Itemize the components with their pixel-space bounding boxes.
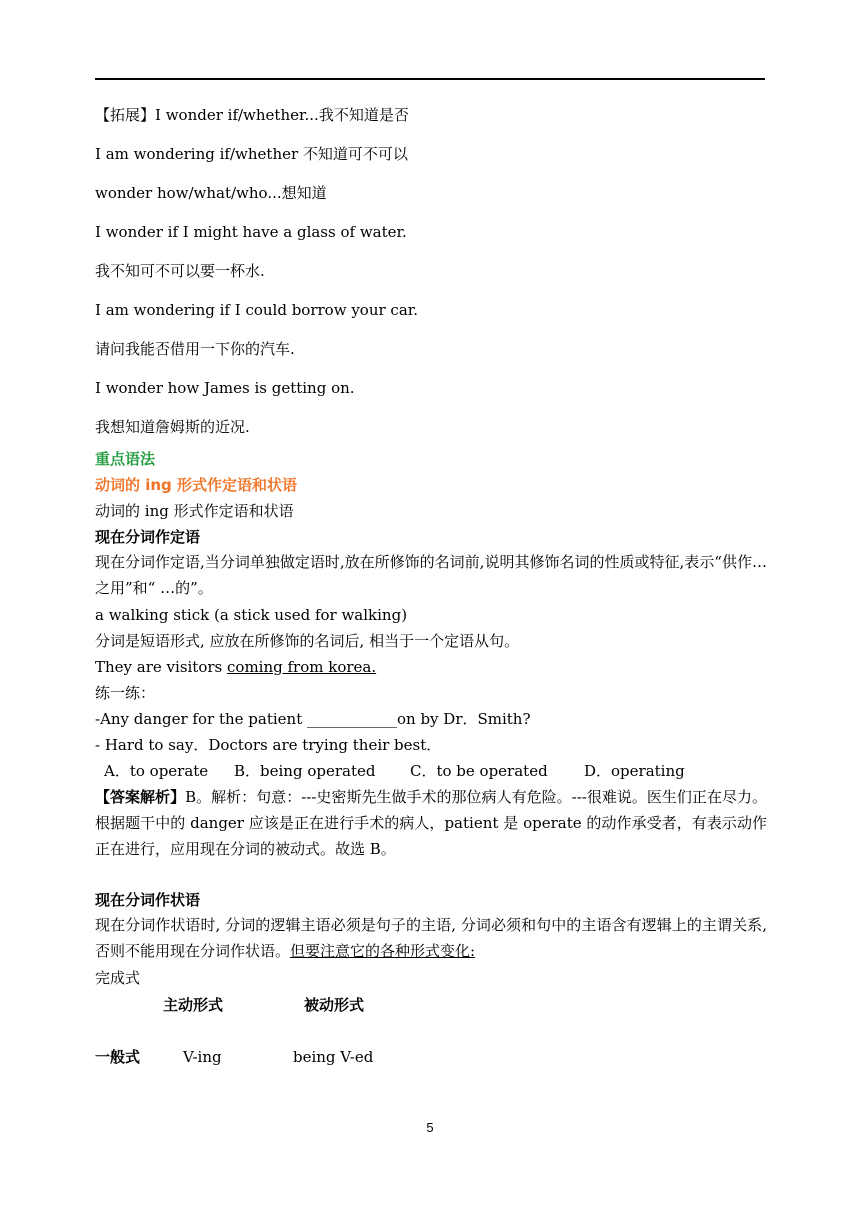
example-line: I am wondering if I could borrow your car. — [95, 301, 419, 319]
subheading-adverbial: 现在分词作状语 — [95, 891, 201, 909]
attributive-description: 现在分词作定语,当分词单独做定语时,放在所修饰的名词前,说明其修饰名词的性质或特征,表示“供作…之用”和“ …的”。 — [95, 553, 767, 597]
example-line: 请问我能否借用一下你的汽车. — [95, 340, 295, 358]
answer-label: 【答案解析】 — [95, 788, 186, 806]
option-d: D．operating — [584, 762, 685, 780]
example-visitors-underlined: coming from korea. — [227, 658, 377, 676]
option-c: C．to be operated — [410, 762, 548, 780]
row-active-value: V-ing — [183, 1048, 222, 1066]
question-line-1: -Any danger for the patient ____________on by Dr．Smith? — [95, 710, 531, 728]
example-line: I wonder if I might have a glass of water. — [95, 223, 407, 241]
example-line: I wonder how James is getting on. — [95, 379, 355, 397]
example-visitors — [95, 657, 376, 677]
topic-plain: 动词的 ing 形式作定语和状语 — [95, 502, 294, 520]
practice-label: 练一练： — [95, 684, 156, 702]
row-label-general: 一般式 — [95, 1048, 141, 1066]
phrase-rule: 分词是短语形式, 应放在所修饰的名词后, 相当于一个定语从句。 — [95, 632, 520, 650]
example-line: 我想知道詹姆斯的近况. — [95, 418, 250, 436]
expansion-line: 【拓展】I wonder if/whether...我不知道是否 — [95, 106, 409, 124]
subheading-attributive: 现在分词作定语 — [95, 528, 201, 546]
col-passive-header: 被动形式 — [304, 996, 365, 1014]
topic-title: 动词的 ing 形式作定语和状语 — [95, 476, 298, 494]
example-line: wonder how/what/who...想知道 — [95, 184, 327, 202]
option-a: A．to operate — [104, 762, 209, 780]
header-rule — [95, 78, 765, 80]
answer-text: B。解析：句意：---史密斯先生做手术的那位病人有危险。---很难说。医生们正在尽力。根据题干中的 danger 应该是正在进行手术的病人，patient 是 operate 的动作承受者，有表示动作正在进行，应用现在分词的被动式。故选 B。 — [95, 788, 767, 858]
question-line-2: - Hard to say．Doctors are trying their best． — [95, 736, 442, 754]
row-passive-value: being V-ed — [293, 1048, 374, 1066]
col-active-header: 主动形式 — [163, 996, 224, 1014]
forms-label: 完成式 — [95, 969, 141, 987]
adverbial-underlined: 但要注意它的各种形式变化: — [290, 942, 476, 960]
example-line: I am wondering if/whether 不知道可不可以 — [95, 145, 408, 163]
answer-explanation — [95, 784, 767, 862]
example-walking-stick: a walking stick (a stick used for walking) — [95, 606, 408, 624]
page-number: 5 — [426, 1120, 434, 1135]
adverbial-text: 现在分词作状语时, 分词的逻辑主语必须是句子的主语, 分词必须和句中的主语含有逻辑上的主谓关系, 否则不能用现在分词作状语。 — [95, 916, 767, 960]
section-title: 重点语法 — [95, 450, 156, 468]
example-line: 我不知可不可以要一杯水. — [95, 262, 265, 280]
example-visitors-prefix: They are visitors — [95, 658, 228, 676]
adverbial-description — [95, 912, 767, 964]
option-b: B．being operated — [234, 762, 376, 780]
